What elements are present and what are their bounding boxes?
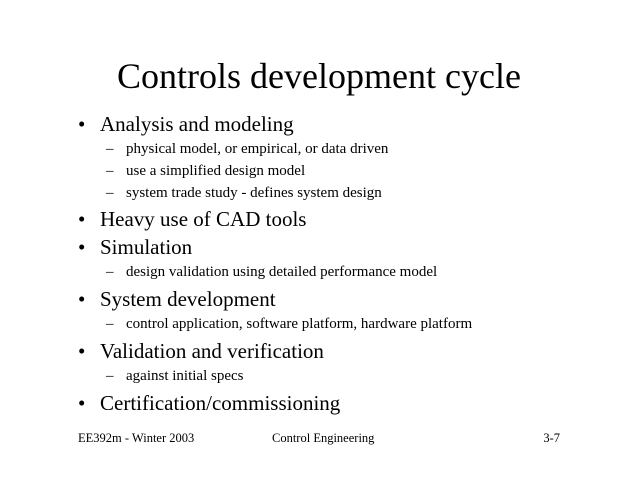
sub-bullet-text: use a simplified design model: [126, 163, 306, 179]
sub-bullet-text: control application, software platform, hardware platform: [126, 316, 473, 332]
dash-icon: –: [106, 141, 114, 157]
bullet-icon: •: [78, 235, 86, 259]
bullet-text: Analysis and modeling: [100, 112, 294, 136]
bullet-icon: •: [78, 207, 86, 231]
sub-bullet-text: design validation using detailed performance model: [126, 264, 438, 280]
bullet-icon: •: [78, 391, 86, 415]
bullet-icon: •: [78, 112, 86, 136]
sub-bullet-text: physical model, or empirical, or data driven: [126, 141, 389, 157]
bullet-text: Certification/commissioning: [100, 391, 341, 415]
bullet-icon: •: [78, 287, 86, 311]
footer-course: EE392m - Winter 2003: [78, 431, 195, 445]
bullet-icon: •: [78, 339, 86, 363]
sub-bullet-text: against initial specs: [126, 368, 244, 384]
dash-icon: –: [106, 163, 114, 179]
slide-title: Controls development cycle: [117, 56, 521, 96]
bullet-text: System development: [100, 287, 276, 311]
dash-icon: –: [106, 368, 114, 384]
bullet-text: Simulation: [100, 235, 193, 259]
bullet-text: Heavy use of CAD tools: [100, 207, 307, 231]
sub-bullet-text: system trade study - defines system design: [126, 185, 382, 201]
dash-icon: –: [106, 316, 114, 332]
bullet-text: Validation and verification: [100, 339, 324, 363]
footer-subject: Control Engineering: [272, 431, 375, 445]
footer-page-number: 3-7: [543, 431, 560, 445]
dash-icon: –: [106, 264, 114, 280]
dash-icon: –: [106, 185, 114, 201]
